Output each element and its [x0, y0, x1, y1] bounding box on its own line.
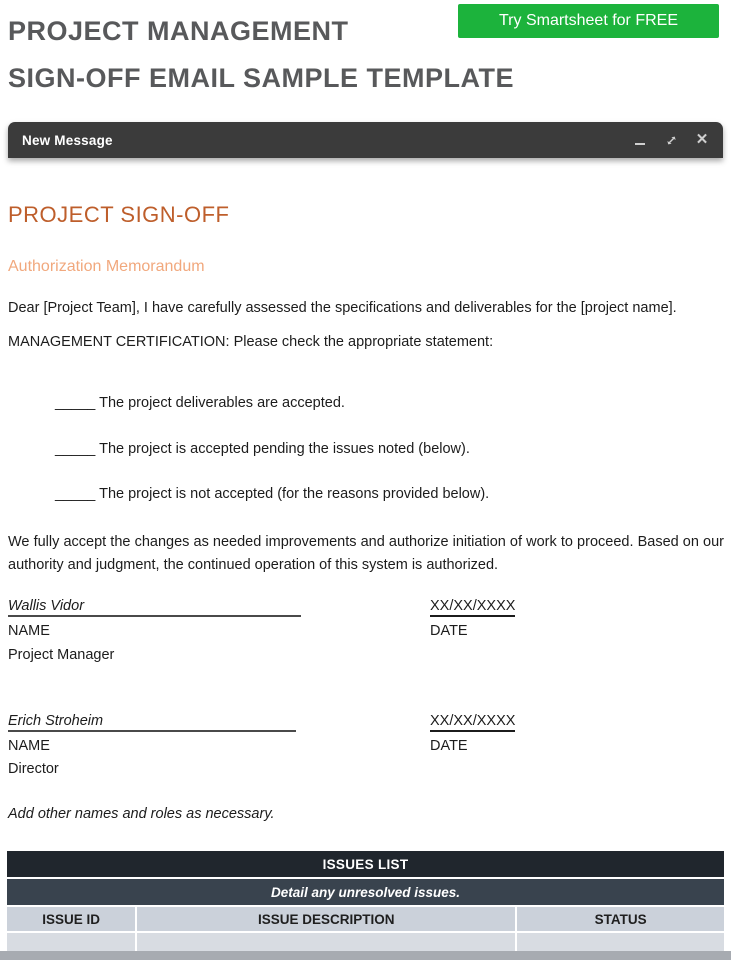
- issue-description-cell: [137, 933, 515, 951]
- checklist-item: [55, 441, 470, 457]
- signature-date-line: XX/XX/XXXX: [430, 713, 515, 732]
- issues-table-title: ISSUES LIST: [7, 851, 724, 877]
- checklist-item-text: The project is accepted pending the issues noted (below).: [95, 441, 470, 457]
- signature-blank: _____: [55, 395, 96, 411]
- close-icon[interactable]: ✕: [695, 131, 709, 148]
- acceptance-paragraph: We fully accept the changes as needed improvements and authorize initiation of work to proceed. Based on our authority and judgment, the continued operation of this system is authorized.: [8, 534, 724, 573]
- status-cell: [517, 933, 724, 951]
- signature-blank: _____: [55, 441, 96, 457]
- issues-table-header-row: [7, 907, 724, 931]
- signature-name-line: Wallis Vidor: [8, 598, 301, 617]
- date-label: DATE: [430, 738, 468, 754]
- signature-role: Director: [8, 761, 59, 777]
- signature-role: Project Manager: [8, 647, 115, 663]
- page-bottom-edge: [0, 951, 731, 960]
- column-header-status: STATUS: [517, 907, 724, 931]
- signature-blank: _____: [55, 486, 96, 502]
- page-title-line1: PROJECT MANAGEMENT: [8, 16, 349, 46]
- compose-window-title: New Message: [22, 132, 113, 148]
- greeting-paragraph: Dear [Project Team], I have carefully assessed the specifications and deliverables for the [project name].: [8, 300, 677, 316]
- signature-name-line: Erich Stroheim: [8, 713, 296, 732]
- issues-table-subtitle: Detail any unresolved issues.: [7, 879, 724, 905]
- page-title-line2: SIGN-OFF EMAIL SAMPLE TEMPLATE: [8, 63, 514, 93]
- email-subheading: Authorization Memorandum: [8, 258, 205, 275]
- certification-intro: MANAGEMENT CERTIFICATION: Please check the appropriate statement:: [8, 334, 494, 350]
- issue-id-cell: [7, 933, 135, 951]
- date-label: DATE: [430, 623, 468, 639]
- checklist-item-text: The project is not accepted (for the reasons provided below).: [95, 486, 490, 502]
- add-names-note: Add other names and roles as necessary.: [8, 806, 275, 822]
- name-label: NAME: [8, 738, 50, 754]
- page-title: [8, 8, 514, 102]
- email-heading: PROJECT SIGN-OFF: [8, 202, 230, 227]
- signature-date-line: XX/XX/XXXX: [430, 598, 515, 617]
- name-label: NAME: [8, 623, 50, 639]
- compose-window-titlebar: [8, 122, 723, 158]
- checklist-item: [55, 395, 345, 411]
- checklist-item-text: The project deliverables are accepted.: [95, 395, 345, 411]
- popout-icon[interactable]: [664, 133, 678, 147]
- table-row: [7, 933, 724, 951]
- issues-list-table: [7, 851, 724, 951]
- try-smartsheet-button[interactable]: Try Smartsheet for FREE: [458, 4, 719, 38]
- checklist-item: [55, 486, 489, 502]
- column-header-issue-description: ISSUE DESCRIPTION: [137, 907, 515, 931]
- column-header-issue-id: ISSUE ID: [7, 907, 135, 931]
- minimize-icon[interactable]: [633, 133, 647, 147]
- window-controls: [633, 133, 709, 147]
